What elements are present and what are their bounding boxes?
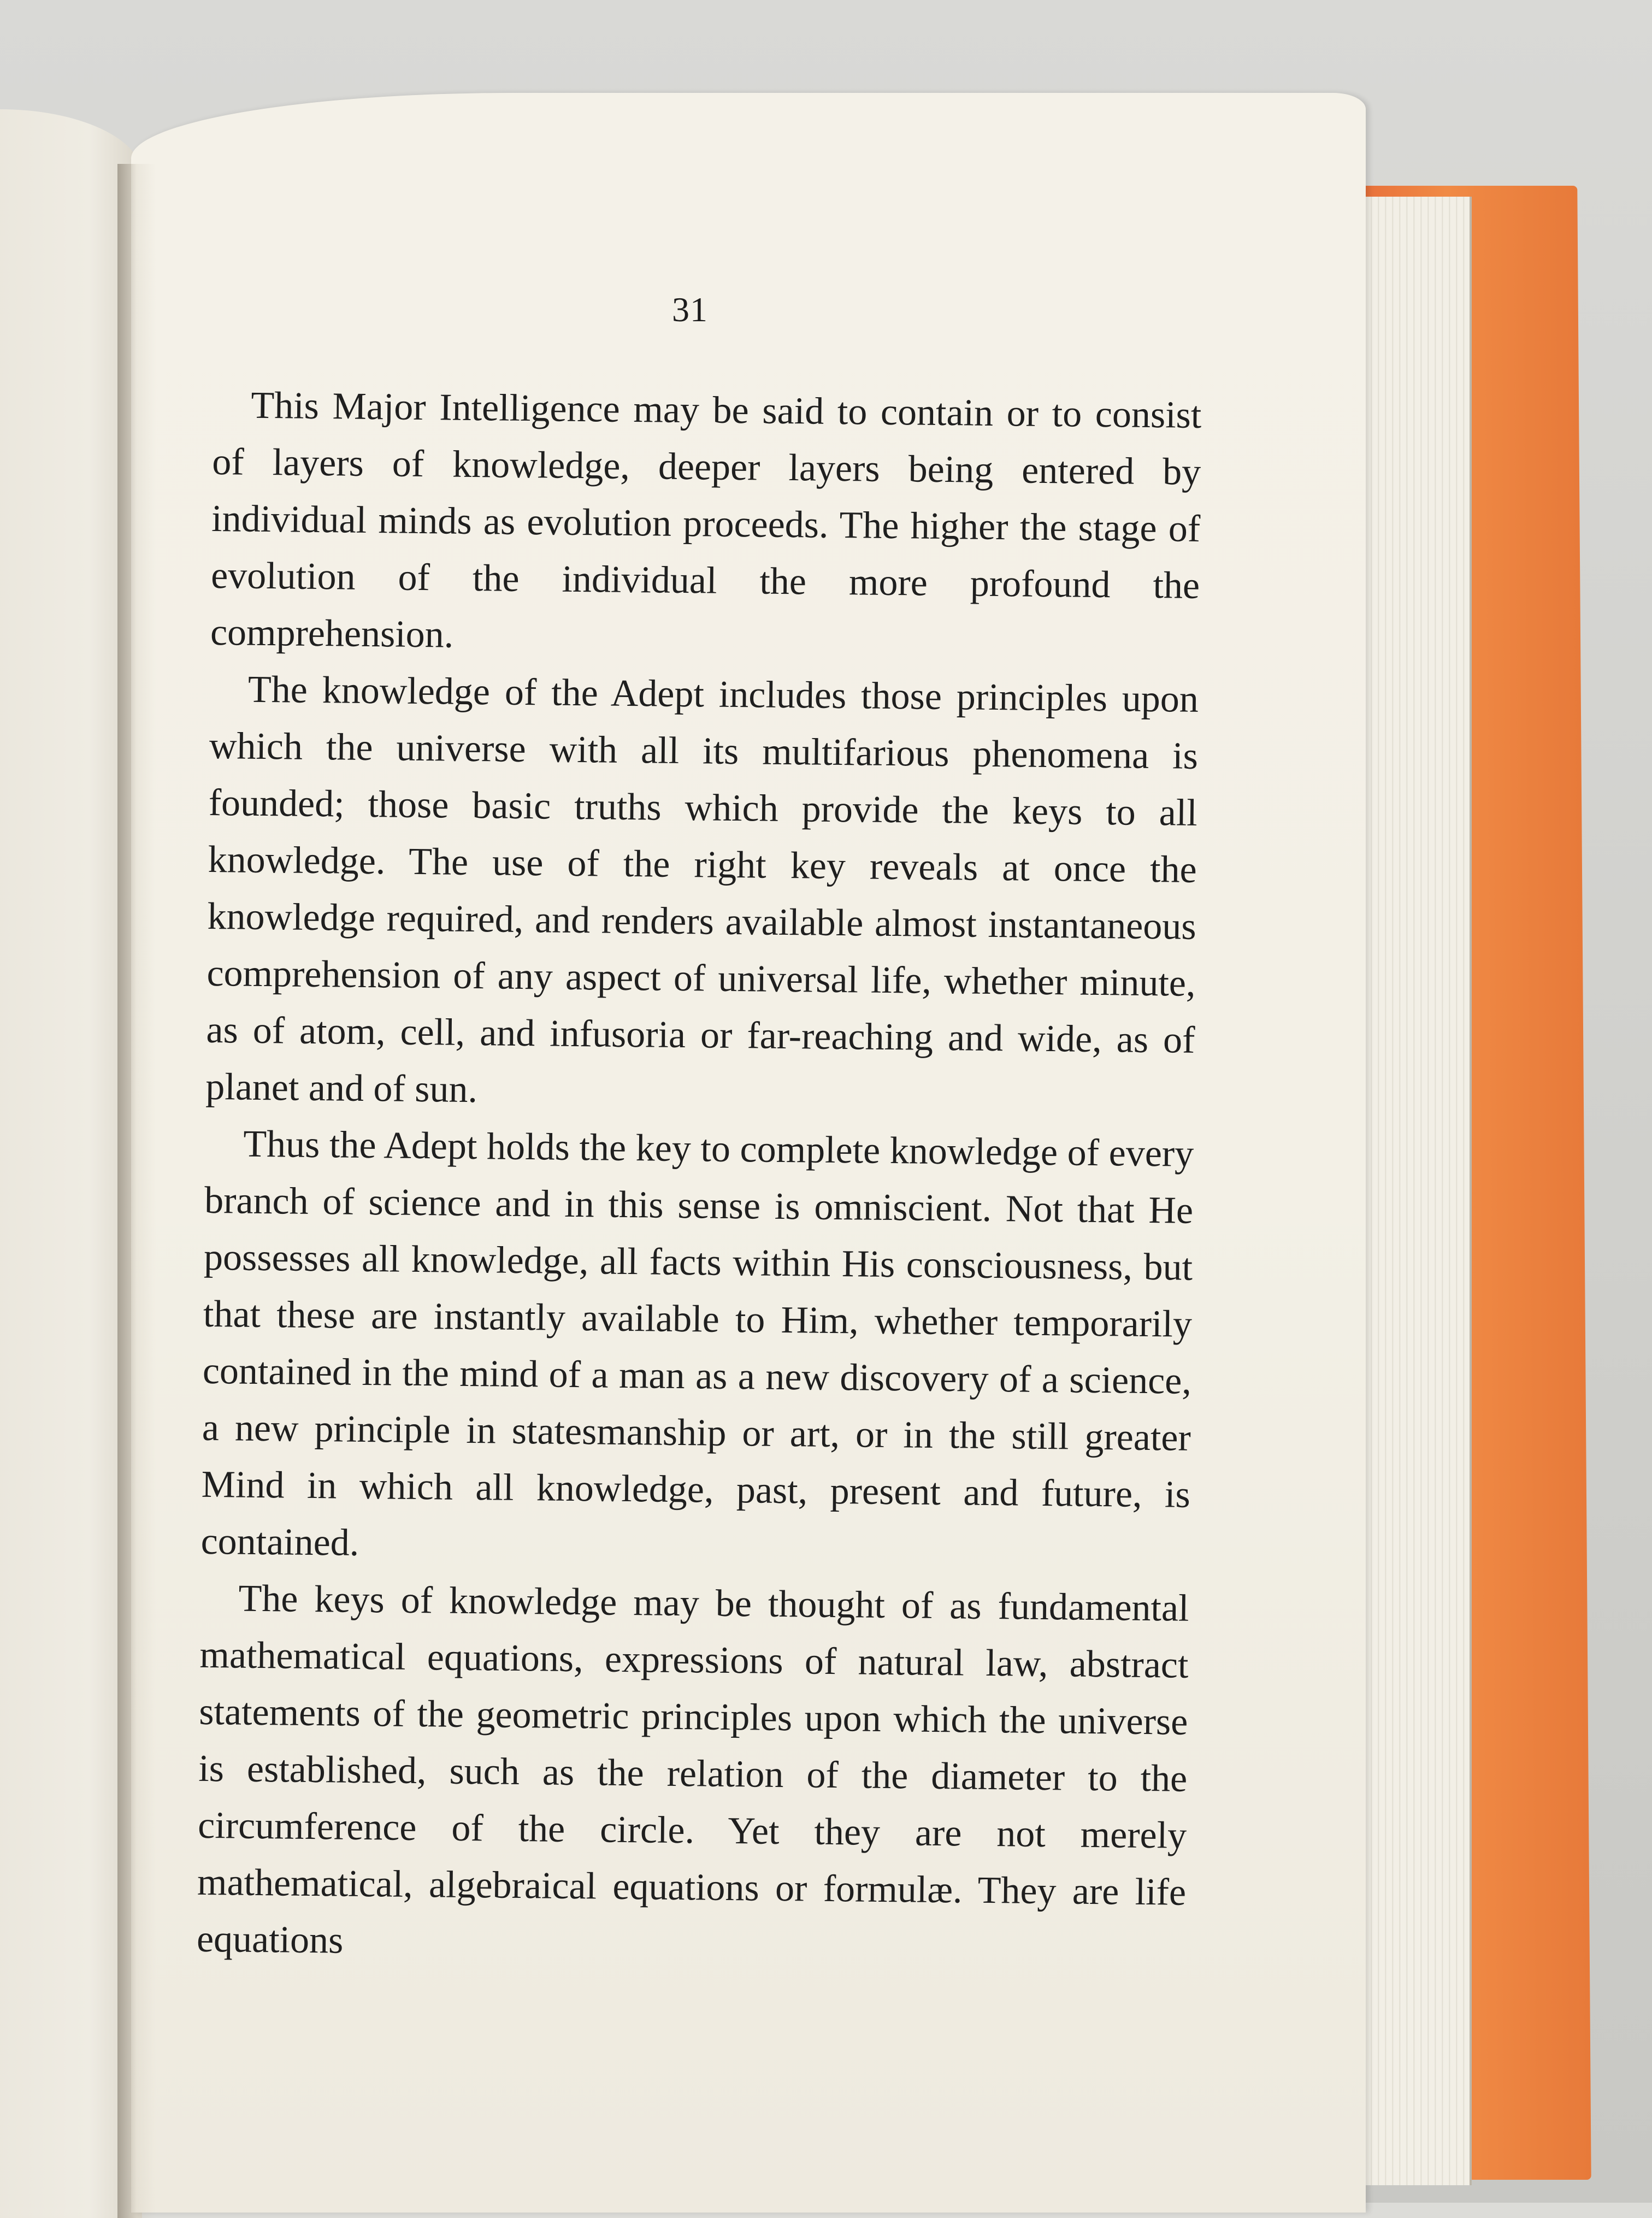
paragraph: The keys of knowledge may be thought of as fundamental mathematical equations, expressions of natural law, abstract statements of the geometric principles upon which the universe is established, such as the relation of the diameter to the circumference of the circle. Yet they are not merely mathematical, algebraical equations or formulæ. They are life equations — [196, 1577, 1189, 1962]
paragraph: This Major Intelligence may be said to contain or to consist of layers of knowledge, deeper layers being entered by individual minds as evolution proceeds. The higher the stage of evolution of the individual the more profound the comprehension. — [210, 384, 1202, 656]
page-number: 31 — [672, 290, 708, 329]
paragraph: The knowledge of the Adept includes those principles upon which the universe with all its multifarious phenomena is founded; those basic truths which provide the keys to all knowledge. The use of the right key reveals at once the knowledge required, and renders available almost instantaneous comprehension of any aspect of universal life, whether minute, as of atom, cell, and infusoria or far-reaching and wide, as of planet and of sun. — [205, 668, 1199, 1111]
paragraph: Thus the Adept holds the key to complete knowledge of every branch of science and in this sense is omniscient. Not that He possesses all knowledge, all facts within His consciousness, but that these are instantly available to Him, whether temporarily contained in the mind of a man as a new discovery of a science, a new principle in statesmanship or art, or in the still greater Mind in which all knowledge, past, present and future, is contained. — [200, 1123, 1194, 1564]
page-text — [197, 377, 1202, 1978]
book-gutter — [117, 164, 156, 2218]
